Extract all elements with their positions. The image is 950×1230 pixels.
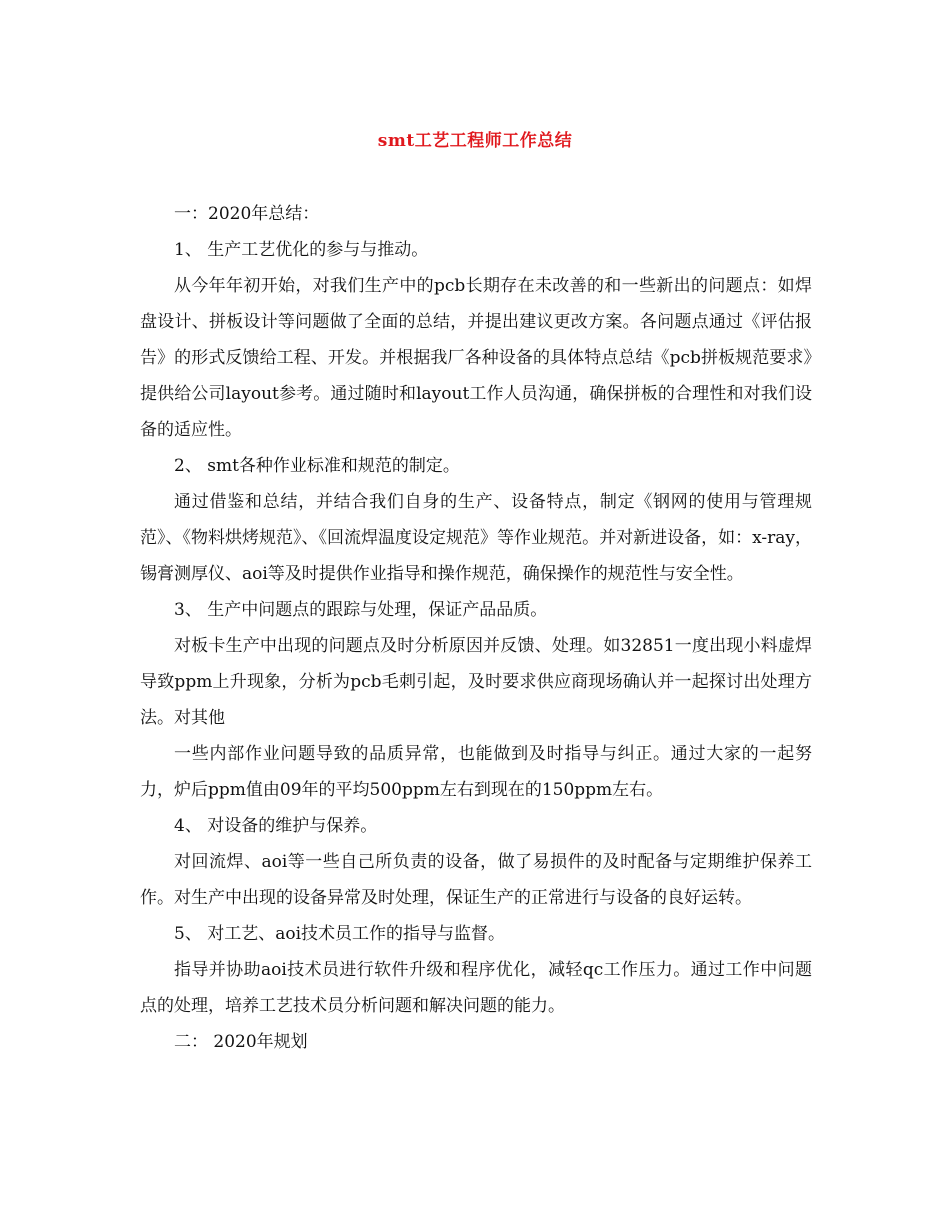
item-heading-2: 2、 smt各种作业标准和规范的制定。 [174, 456, 460, 476]
item-body-2: 通过借鉴和总结，并结合我们自身的生产、设备特点，制定《钢网的使用与管理规范》、《物料烘烤规范》、《回流焊温度设定规范》等作业规范。并对新进设备，如：x-ray，锡膏测厚仪、aoi等及时提供作业指导和操作规范，确保操作的规范性与安全性。 [140, 492, 812, 584]
item-body-1: 从今年年初开始，对我们生产中的pcb长期存在未改善的和一些新出的问题点：如焊盘设计、拼板设计等问题做了全面的总结，并提出建议更改方案。各问题点通过《评估报告》的形式反馈给工程、开发。并根据我厂各种设备的具体特点总结《pcb拼板规范要求》提供给公司layout参考。通过随时和layout工作人员沟通，确保拼板的合理性和对我们设备的适应性。 [140, 276, 812, 440]
item-body-4: 对回流焊、aoi等一些自己所负责的设备，做了易损件的及时配备与定期维护保养工作。对生产中出现的设备异常及时处理，保证生产的正常进行与设备的良好运转。 [140, 852, 812, 908]
section-heading-1: 一：2020年总结： [174, 204, 320, 224]
section-heading-2: 二： 2020年规划 [174, 1032, 308, 1052]
item-heading-3: 3、 生产中问题点的跟踪与处理，保证产品品质。 [174, 600, 548, 620]
item-heading-1: 1、 生产工艺优化的参与与推动。 [174, 240, 429, 260]
item-heading-5: 5、 对工艺、aoi技术员工作的指导与监督。 [174, 924, 506, 944]
item-body-3b: 一些内部作业问题导致的品质异常，也能做到及时指导与纠正。通过大家的一起努力，炉后ppm值由09年的平均500ppm左右到现在的150ppm左右。 [140, 744, 812, 800]
document-body [140, 196, 812, 1060]
item-body-3a: 对板卡生产中出现的问题点及时分析原因并反馈、处理。如32851一度出现小料虚焊导致ppm上升现象，分析为pcb毛刺引起，及时要求供应商现场确认并一起探讨出处理方法。对其他 [140, 636, 812, 728]
item-body-5: 指导并协助aoi技术员进行软件升级和程序优化，减轻qc工作压力。通过工作中问题点的处理，培养工艺技术员分析问题和解决问题的能力。 [140, 960, 812, 1016]
item-heading-4: 4、 对设备的维护与保养。 [174, 816, 378, 836]
document-title: smt工艺工程师工作总结 [377, 131, 573, 151]
